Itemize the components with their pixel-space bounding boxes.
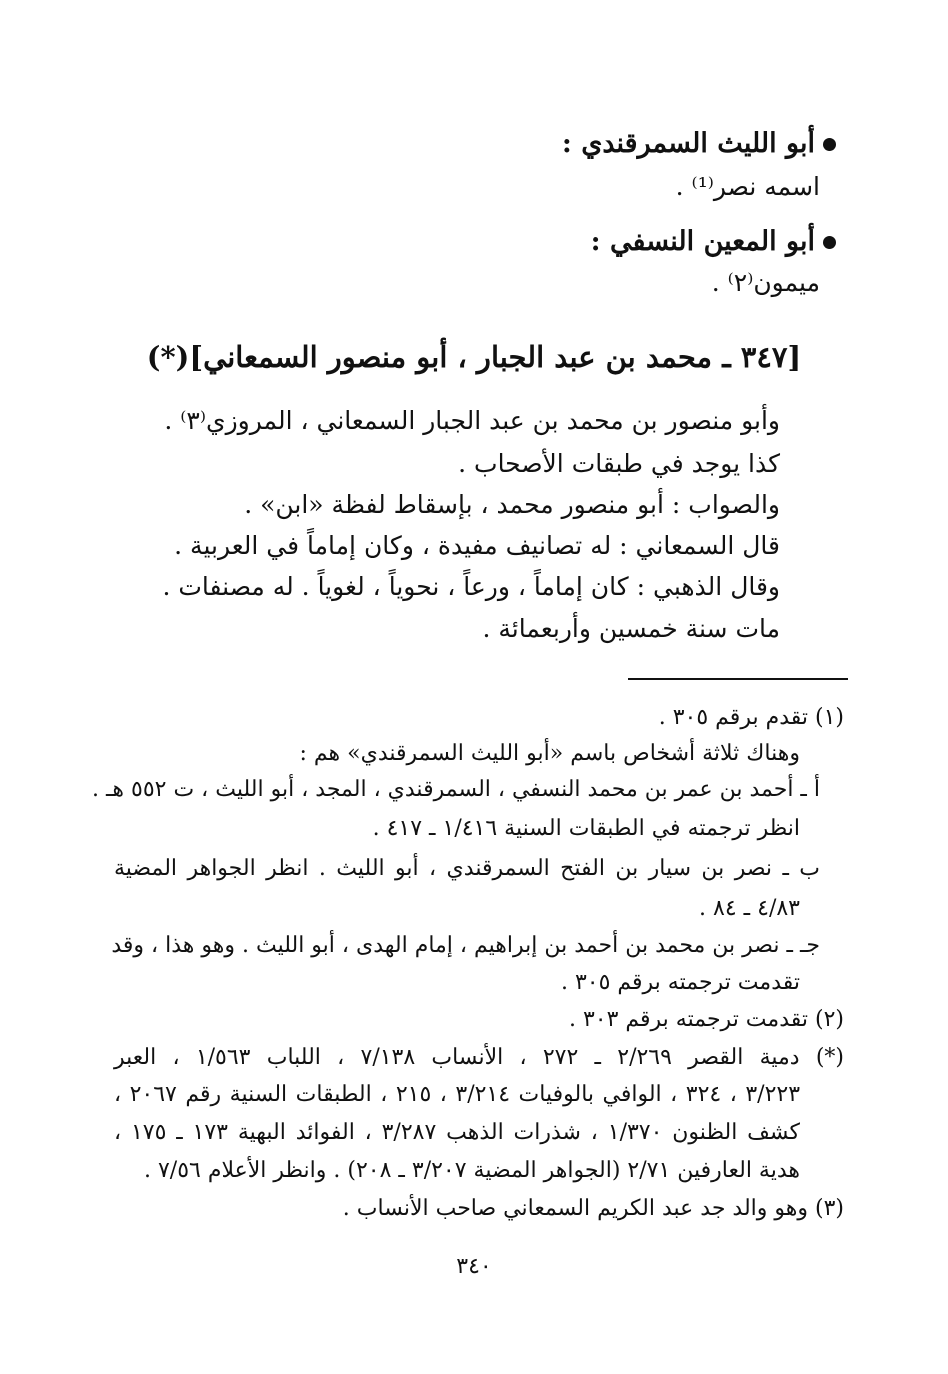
body-line: مات سنة خمسين وأربعمائة . (482, 614, 780, 643)
body-line: والصواب : أبو منصور محمد ، بإسقاط لفظة «ابن» . (244, 490, 780, 519)
bullet-icon (823, 236, 836, 249)
entry-heading (562, 128, 836, 160)
footnote-line: كشف الظنون ١/٣٧٠ ، شذرات الذهب ٣/٢٨٧ ، الفوائد البهية ١٧٣ ـ ١٧٥ ، (114, 1120, 801, 1145)
body-line: وقال الذهبي : كان إماماً ، ورعاً ، نحوياً ، لغوياً . له مصنفات . (162, 572, 780, 601)
entry-heading-text: أبو الليث السمرقندي : (561, 128, 815, 159)
entry-body: اسمه نصر⁽¹⁾ . (675, 172, 820, 201)
body-line: وأبو منصور بن محمد بن عبد الجبار السمعاني ، المروزي⁽٣⁾ . (164, 406, 780, 435)
footnote-line: هدية العارفين ٢/٧١ (الجواهر المضية ٣/٢٠٧ ـ ٢٠٨) . وانظر الأعلام ٧/٥٦ . (143, 1158, 800, 1183)
footnote-line: جـ ـ نصر بن محمد بن أحمد بن إبراهيم ، إمام الهدى ، أبو الليث . وهو هذا ، وقد (111, 933, 820, 958)
footnote-line: ب ـ نصر بن سيار بن الفتح السمرقندي ، أبو الليث . انظر الجواهر المضية (114, 856, 820, 881)
footnote-line: انظر ترجمته في الطبقات السنية ١/٤١٦ ـ ٤١٧ . (372, 816, 800, 841)
entry-body: ميمون⁽٢⁾ . (711, 268, 820, 297)
footnote-line: وهناك ثلاثة أشخاص باسم «أبو الليث السمرقندي» هم : (299, 741, 800, 766)
footnote-line: (*) دمية القصر ٢/٢٦٩ ـ ٢٧٢ ، الأنساب ٧/١٣٨ ، اللباب ١/٥٦٣ ، العبر (114, 1045, 845, 1070)
entry-heading-text: أبو المعين النسفي : (590, 226, 815, 257)
entry-heading (591, 226, 836, 258)
footnote-line: أ ـ أحمد بن عمر بن محمد النسفي ، السمرقندي ، المجد ، أبو الليث ، ت ٥٥٢ هـ . (92, 777, 820, 802)
section-title: [٣٤٧ ـ محمد بن عبد الجبار ، أبو منصور السمعاني](*) (146, 340, 802, 374)
footnote-line: ٣/٢٢٣ ، ٣٢٤ ، الوافي بالوفيات ٣/٢١٤ ، ٢١٥ ، الطبقات السنية رقم ٢٠٦٧ ، (114, 1082, 801, 1107)
footnote-line: (٢) تقدمت ترجمته برقم ٣٠٣ . (568, 1007, 844, 1032)
footnote-separator (628, 678, 848, 680)
bullet-icon (823, 138, 836, 151)
footnote-line: ٤/٨٣ ـ ٨٤ . (699, 896, 800, 921)
page-number: ٣٤٠ (456, 1254, 492, 1279)
body-line: قال السمعاني : له تصانيف مفيدة ، وكان إماماً في العربية . (174, 531, 780, 560)
footnote-line: تقدمت ترجمته برقم ٣٠٥ . (560, 970, 800, 995)
body-line: كذا يوجد في طبقات الأصحاب . (458, 449, 780, 478)
footnote-line: (١) تقدم برقم ٣٠٥ . (658, 705, 844, 730)
footnote-line: (٣) وهو والد جد عبد الكريم السمعاني صاحب الأنساب . (342, 1196, 844, 1221)
